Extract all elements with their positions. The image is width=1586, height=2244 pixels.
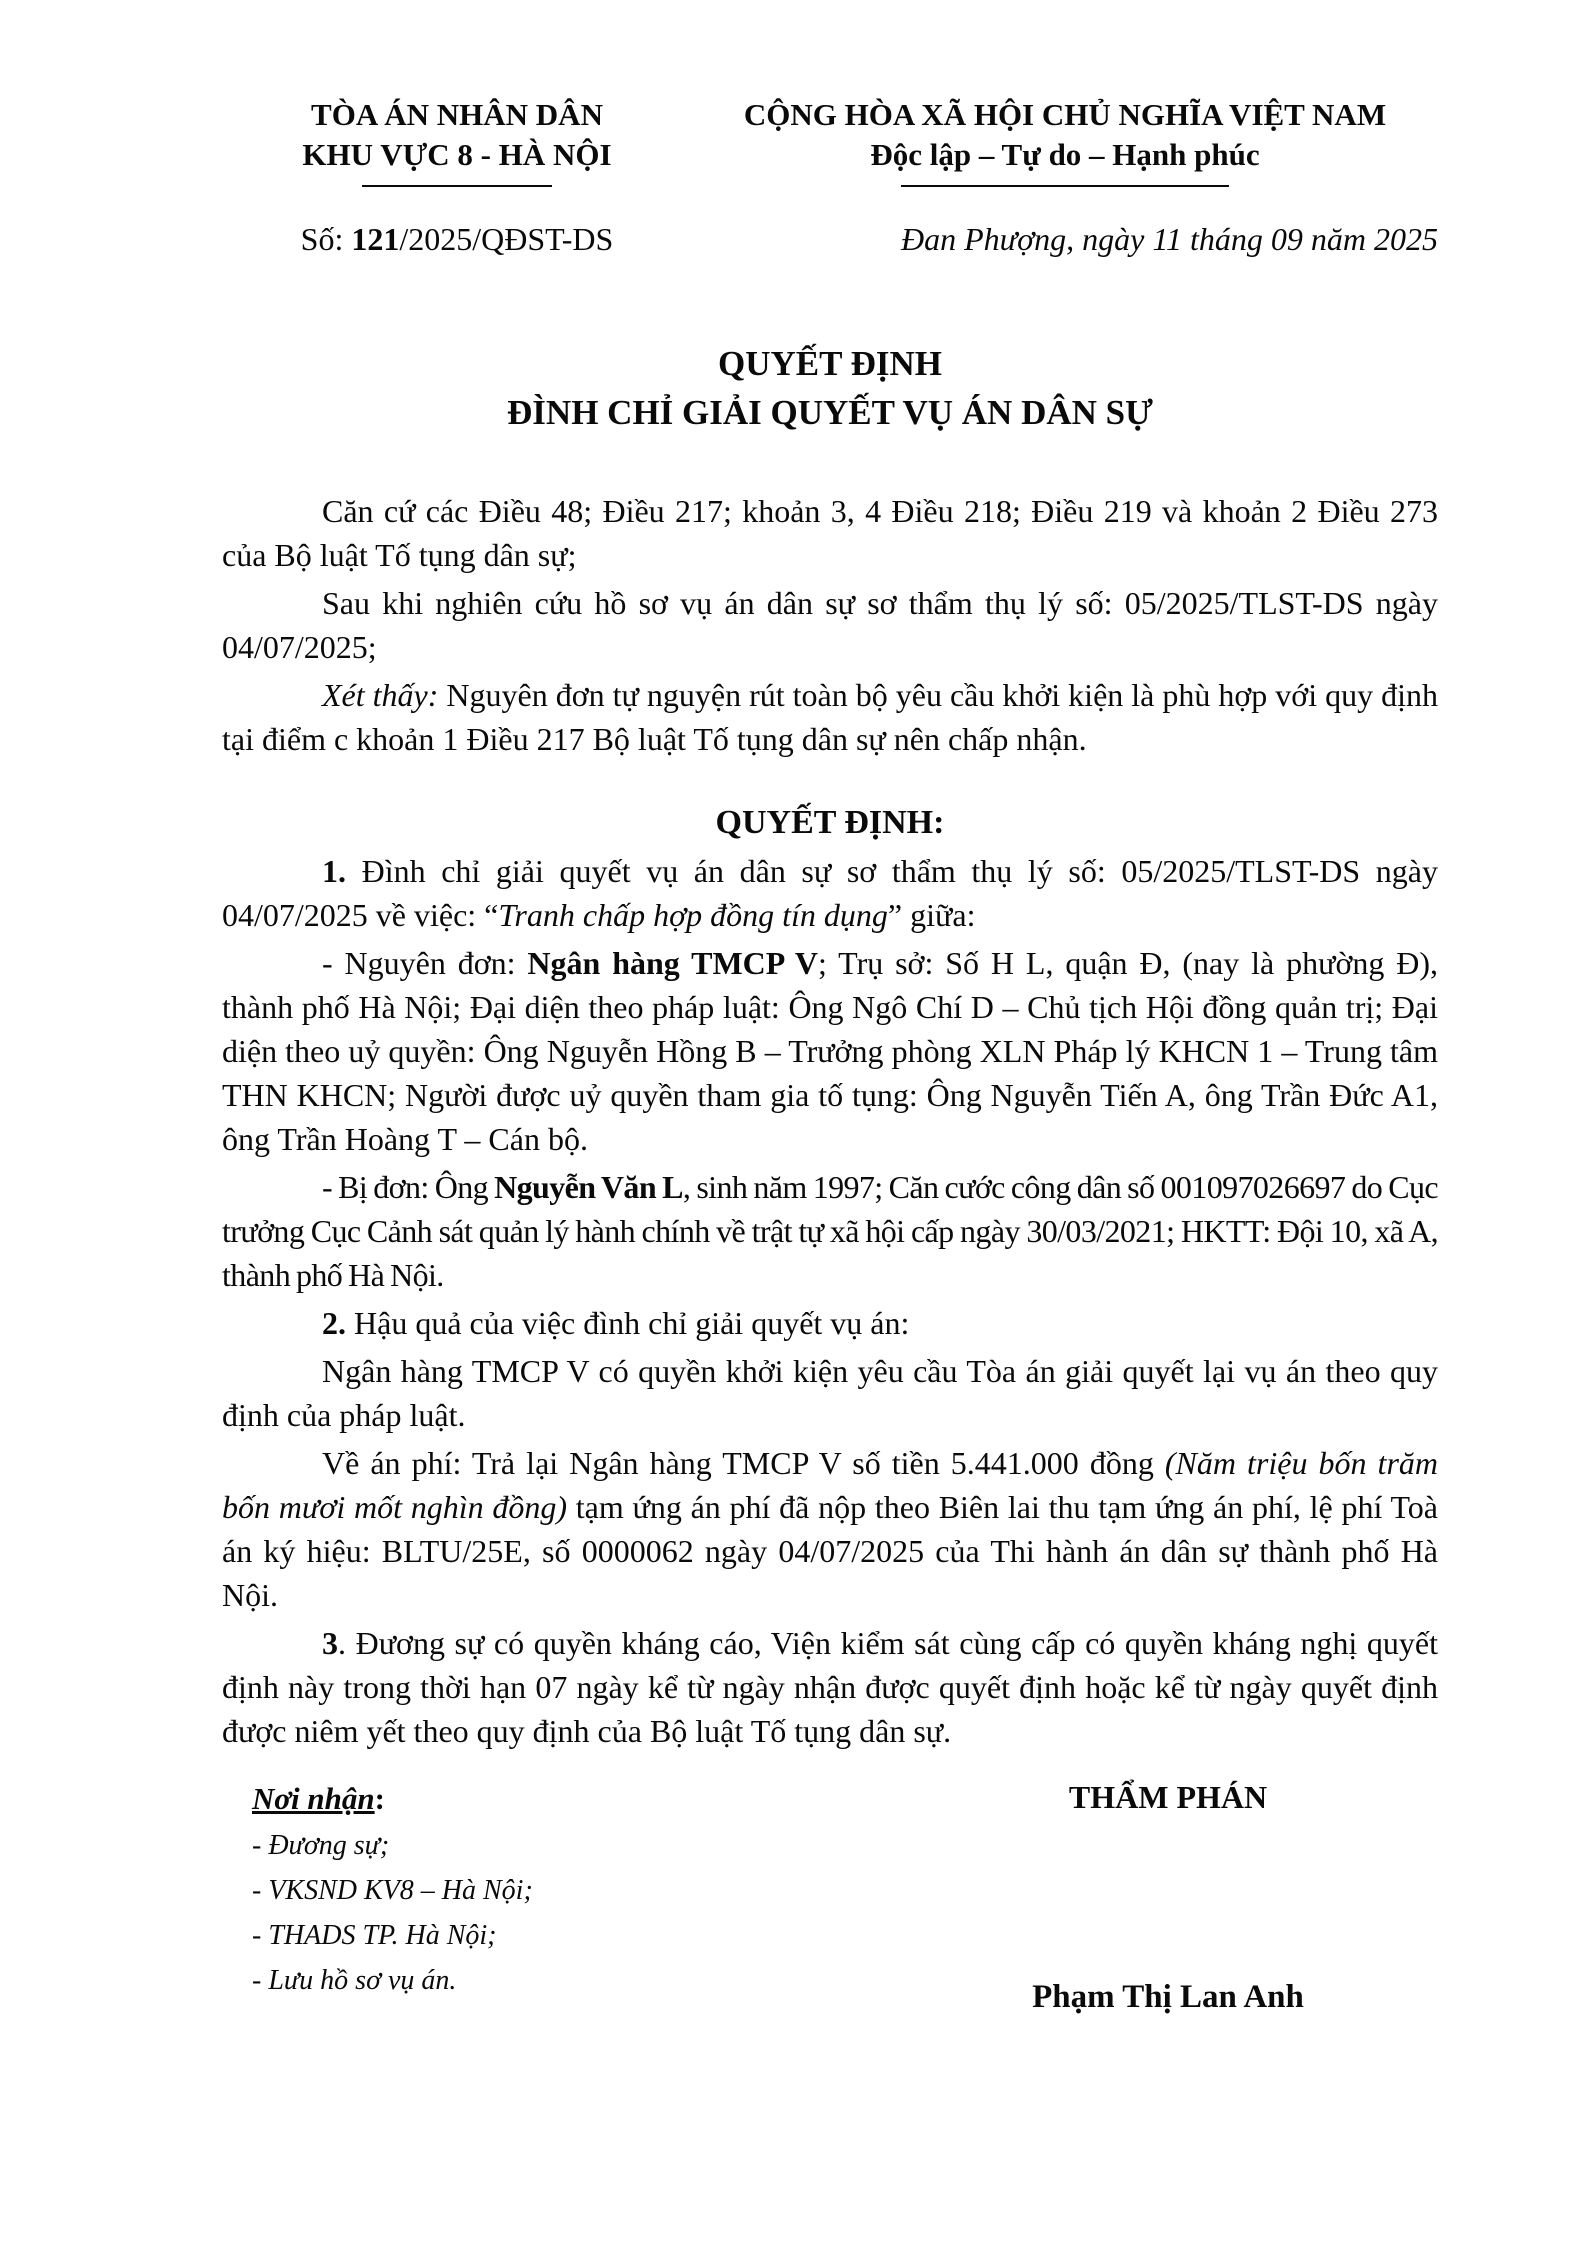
section-2-text: Hậu quả của việc đình chỉ giải quyết vụ án:	[346, 1305, 910, 1341]
judge-name: Phạm Thị Lan Anh	[1032, 1979, 1304, 2015]
motto-line: Độc lập – Tự do – Hạnh phúc	[870, 137, 1260, 172]
preamble-legal-basis: Căn cứ các Điều 48; Điều 217; khoản 3, 4 Điều 218; Điều 219 và khoản 2 Điều 273 của Bộ luật Tố tụng dân sự;	[222, 493, 1438, 573]
number-prefix: Số:	[300, 221, 352, 257]
republic-line: CỘNG HÒA XÃ HỘI CHỦ NGHĨA VIỆT NAM	[743, 97, 1387, 132]
recipient-item: - THADS TP. Hà Nội;	[252, 1920, 497, 1951]
document-title-line1: QUYẾT ĐỊNH	[718, 344, 942, 383]
case-type: Tranh chấp hợp đồng tín dụng	[498, 897, 888, 933]
section-1-suspension	[222, 849, 1438, 937]
fee-text-a: Về án phí: Trả lại Ngân hàng TMCP V số tiền 5.441.000 đồng	[322, 1445, 1165, 1481]
findings-label: Xét thấy:	[322, 677, 439, 713]
recipients-heading-text: Nơi nhận	[252, 1781, 375, 1816]
national-motto-block	[692, 95, 1438, 187]
recipient-item: - VKSND KV8 – Hà Nội;	[252, 1875, 533, 1906]
section-1-number: 1.	[322, 853, 346, 889]
preamble-findings	[222, 673, 1438, 761]
document-body	[222, 489, 1438, 1753]
recipient-item: - Đương sự;	[252, 1830, 390, 1861]
section-1-text-b: ” giữa:	[887, 897, 976, 933]
place-date-line: Đan Phượng, ngày 11 tháng 09 năm 2025	[900, 221, 1438, 257]
decision-heading: QUYẾT ĐỊNH:	[715, 804, 945, 841]
plaintiff-paragraph	[222, 941, 1438, 1161]
court-name-line1: TÒA ÁN NHÂN DÂN	[311, 97, 603, 132]
section-1-text-a: Đình chỉ giải quyết vụ án dân sự sơ thẩm thụ lý số: 05/2025/TLST-DS ngày 04/07/2025 về việc: “	[222, 853, 1438, 933]
number-date-row	[222, 217, 1438, 261]
section-3-number: 3	[322, 1625, 338, 1661]
defendant-name: Nguyễn Văn L	[494, 1169, 683, 1205]
section-2-consequences	[222, 1301, 1438, 1345]
court-name-block	[222, 95, 692, 187]
number-value: 121	[351, 221, 400, 257]
section-2-number: 2.	[322, 1305, 346, 1341]
recipients-block	[222, 1775, 898, 2019]
recipients-heading-colon: :	[374, 1781, 385, 1816]
document-title-line2: ĐÌNH CHỈ GIẢI QUYẾT VỤ ÁN DÂN SỰ	[507, 393, 1153, 432]
preamble-case-review: Sau khi nghiên cứu hồ sơ vụ án dân sự sơ thẩm thụ lý số: 05/2025/TLST-DS ngày 04/07/2025;	[222, 585, 1438, 665]
section-3-text: . Đương sự có quyền kháng cáo, Viện kiểm sát cùng cấp có quyền kháng nghị quyết định này trong thời hạn 07 ngày kể từ ngày nhận được quyết định hoặc kể từ ngày quyết định được niêm yết theo quy định của Bộ luật Tố tụng dân sự.	[222, 1625, 1438, 1749]
judge-title: THẨM PHÁN	[1068, 1779, 1268, 1815]
document-number	[222, 217, 692, 261]
motto-underline	[901, 185, 1229, 187]
document-title	[222, 339, 1438, 437]
defendant-label: - Bị đơn: Ông	[322, 1169, 495, 1205]
court-fee-paragraph	[222, 1441, 1438, 1617]
plaintiff-name: Ngân hàng TMCP V	[527, 945, 818, 981]
signature-block	[898, 1775, 1438, 2019]
recipient-item: - Lưu hồ sơ vụ án.	[252, 1965, 457, 1996]
document-header	[222, 95, 1438, 187]
recipients-heading	[252, 1775, 898, 1823]
document-footer	[222, 1775, 1438, 2019]
court-name-underline	[362, 185, 552, 187]
defendant-paragraph	[222, 1165, 1438, 1297]
number-suffix: /2025/QĐST-DS	[399, 221, 614, 257]
defendant-details: , sinh năm 1997; Căn cước công dân số 001097026697 do Cục trưởng Cục Cảnh sát quản lý hành chính về trật tự xã hội cấp ngày 30/03/2021; HKTT: Đội 10, xã A, thành phố Hà Nội.	[222, 1169, 1438, 1293]
fee-text-b: tạm ứng án phí đã nộp theo Biên lai thu tạm ứng án phí, lệ phí Toà án ký hiệu: BLTU/25E, số 0000062 ngày 04/07/2025 của Thi hành án dân sự thành phố Hà Nội.	[222, 1489, 1439, 1613]
plaintiff-label: - Nguyên đơn:	[322, 945, 528, 981]
right-to-refile-paragraph: Ngân hàng TMCP V có quyền khởi kiện yêu cầu Tòa án giải quyết lại vụ án theo quy định của pháp luật.	[222, 1353, 1438, 1433]
fee-amount-words: (Năm triệu bốn trăm bốn mươi mốt nghìn đồng)	[222, 1445, 1439, 1525]
plaintiff-details: ; Trụ sở: Số H L, quận Đ, (nay là phường Đ), thành phố Hà Nội; Đại diện theo pháp luật: Ông Ngô Chí D – Chủ tịch Hội đồng quản trị; Đại diện theo uỷ quyền: Ông Nguyễn Hồng B – Trưởng phòng XLN Pháp lý KHCN 1 – Trung tâm THN KHCN; Người được uỷ quyền tham gia tố tụng: Ông Nguyễn Tiến A, ông Trần Đức A1, ông Trần Hoàng T – Cán bộ.	[222, 945, 1439, 1157]
court-name-line2: KHU VỰC 8 - HÀ NỘI	[302, 137, 612, 172]
section-3-appeal-rights	[222, 1621, 1438, 1753]
findings-text: Nguyên đơn tự nguyện rút toàn bộ yêu cầu khởi kiện là phù hợp với quy định tại điểm c khoản 1 Điều 217 Bộ luật Tố tụng dân sự nên chấp nhận.	[222, 677, 1439, 757]
